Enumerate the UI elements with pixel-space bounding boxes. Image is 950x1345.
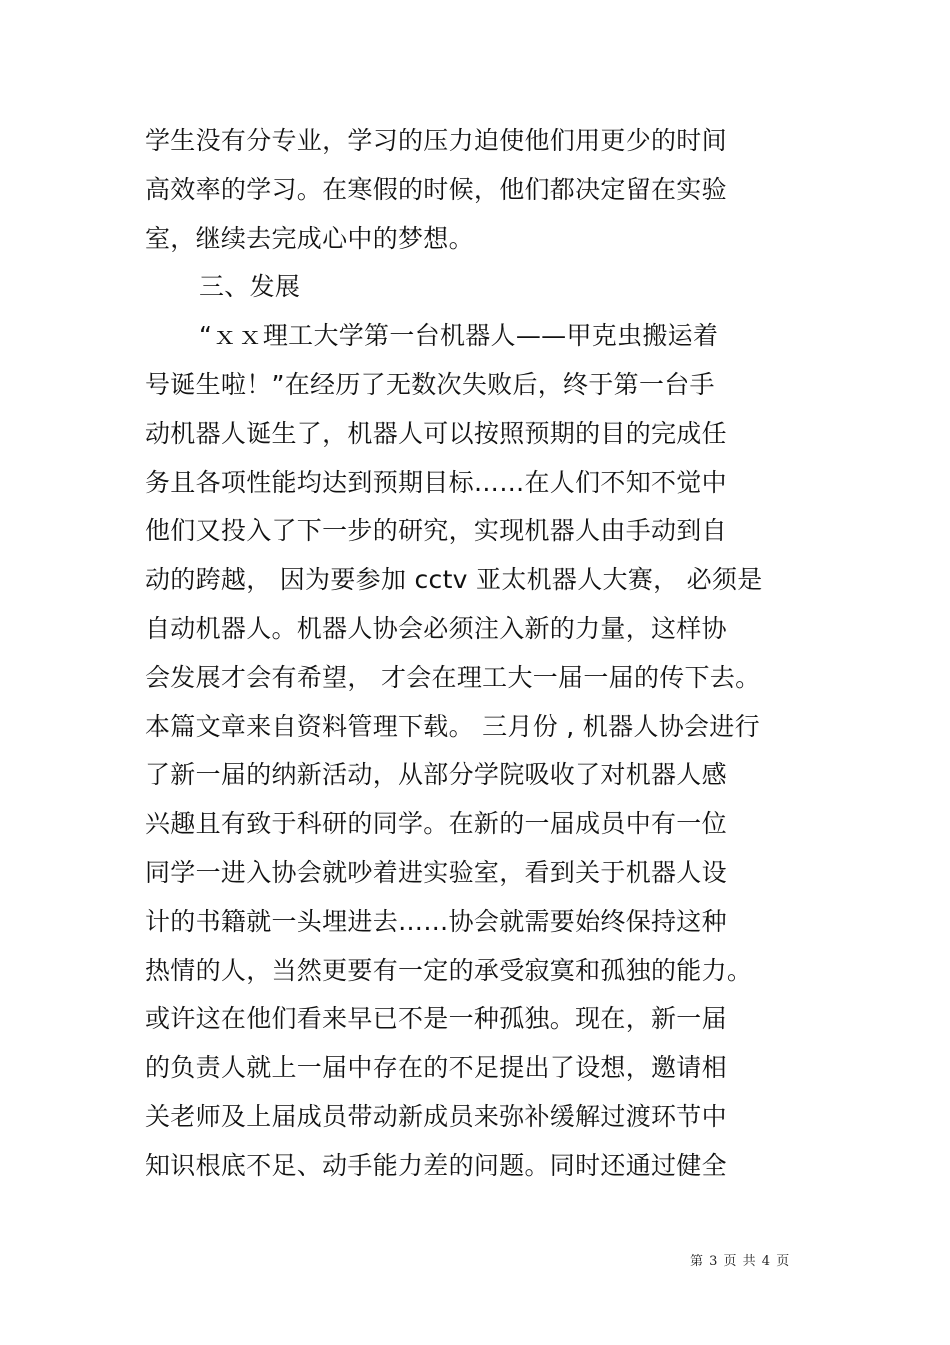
text-line: 自动机器人。机器人协会必须注入新的力量，这样协 xyxy=(145,613,727,643)
text-line: 计的书籍就一头埋进去……协会就需要始终保持这种 xyxy=(145,906,727,936)
text-line: 学生没有分专业，学习的压力迫使他们用更少的时间 xyxy=(145,126,727,155)
text-line: 关老师及上届成员带动新成员来弥补缓解过渡环节中 xyxy=(145,1101,727,1131)
text-line: 他们又投入了下一步的研究，实现机器人由手动到自 xyxy=(145,516,727,546)
text-line: 兴趣且有致于科研的同学。在新的一届成员中有一位 xyxy=(145,809,727,839)
text-line: 知识根底不足、动手能力差的问题。同时还通过健全 xyxy=(145,1150,727,1180)
text-line: 会发展才会有希望， 才会在理工大一届一届的传下去。 xyxy=(145,662,761,692)
page-number: 第 3 页 共 4 页 xyxy=(690,1254,791,1269)
text-line: 高效率的学习。在寒假的时候，他们都决定留在实验 xyxy=(145,174,727,204)
text-line: 或许这在他们看来早已不是一种孤独。现在，新一届 xyxy=(145,1004,727,1034)
section-heading: 三、发展 xyxy=(199,272,301,302)
text-line: 了新一届的纳新活动，从部分学院吸收了对机器人感 xyxy=(145,760,727,790)
text-line: 的负责人就上一届中存在的不足提出了设想，邀请相 xyxy=(145,1053,727,1083)
text-line: 室，继续去完成心中的梦想。 xyxy=(145,223,474,253)
text-line: 本篇文章来自资料管理下载。 三月份 , 机器人协会进行 xyxy=(145,711,760,741)
text-line: 热情的人，当然更要有一定的承受寂寞和孤独的能力。 xyxy=(145,955,753,985)
text-line: “ｘｘ理工大学第一台机器人——甲克虫搬运着 xyxy=(199,321,719,351)
text-line: 务且各项性能均达到预期目标……在人们不知不觉中 xyxy=(145,467,727,497)
text-line: 动的跨越， 因为要参加 cctv 亚太机器人大赛， 必须是 xyxy=(145,565,763,595)
text-line: 动机器人诞生了，机器人可以按照预期的目的完成任 xyxy=(145,418,727,448)
text-line: 号诞生啦！”在经历了无数次失败后，终于第一台手 xyxy=(145,369,715,399)
text-line: 同学一进入协会就吵着进实验室，看到关于机器人设 xyxy=(145,857,727,887)
body-text xyxy=(145,117,815,1191)
